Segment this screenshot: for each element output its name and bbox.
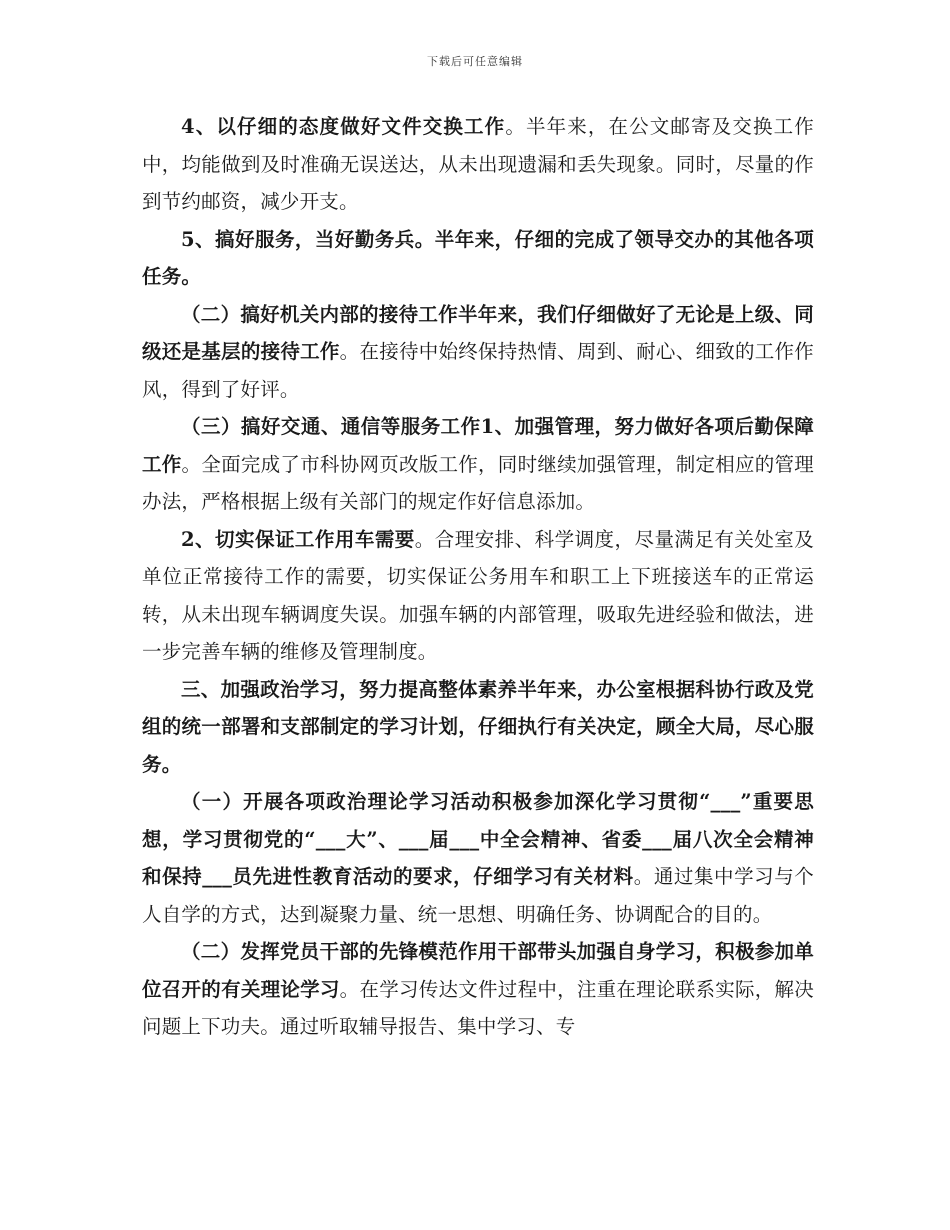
paragraph-text: 。在接待中始终保持热情、周到、耐心、细致的工作作风，得到了好评。 xyxy=(142,340,814,401)
paragraph-text: 。全面完成了市科协网页改版工作，同时继续加强管理，制定相应的管理办法，严格根据上级有关部门的规定作好信息添加。 xyxy=(142,452,815,513)
paragraph-heading: （三）搞好交通、通信等服务工作1、加强管理，努力做好各项后勤保障工作 xyxy=(142,415,814,476)
paragraph-theory-study xyxy=(142,783,814,933)
paragraph-reception xyxy=(142,296,814,409)
paragraph-vehicle-use xyxy=(142,521,814,671)
paragraph-text: 。半年来，在公文邮寄及交换工作中，均能做到及时准确无误送达，从未出现遗漏和丢失现象。同时，尽量的作到节约邮资，减少开支。 xyxy=(142,115,814,213)
paragraph-text: 。在学习传达文件过程中，注重在理论联系实际，解决问题上下功夫。通过听取辅导报告、集中学习、专 xyxy=(142,977,814,1038)
paragraph-file-exchange xyxy=(142,108,814,221)
paragraph-text: 。合理安排、科学调度，尽量满足有关处室及单位正常接待工作的需要，切实保证公务用车和职工上下班接送车的正常运转，从未出现车辆调度失误。加强车辆的内部管理，吸取先进经验和做法，进一步完善车辆的维修及管理制度。 xyxy=(142,527,814,663)
paragraph-heading: （一）开展各项政治理论学习活动积极参加深化学习贯彻“___”重要思想，学习贯彻党的“___大”、___届___中全会精神、省委___届八次全会精神和保持___员先进性教育活动的要求，仔细学习有关材料 xyxy=(142,790,814,888)
paragraph-heading: 2、切实保证工作用车需要 xyxy=(181,527,415,551)
paragraph-heading: 三、加强政治学习，努力提高整体素养半年来，办公室根据科协行政及党组的统一部署和支部制定的学习计划，仔细执行有关决定，顾全大局，尽心服务。 xyxy=(142,677,814,776)
paragraph-service xyxy=(142,221,814,296)
paragraph-transport-communication xyxy=(142,408,814,521)
document-body xyxy=(142,108,814,1046)
paragraph-heading: （二）发挥党员干部的先锋模范作用干部带头加强自身学习，积极参加单位召开的有关理论学习 xyxy=(142,940,814,1001)
paragraph-heading: 4、以仔细的态度做好文件交换工作 xyxy=(181,115,506,138)
page-header: 下载后可任意编辑 xyxy=(427,55,523,68)
paragraph-text: 。通过集中学习与个人自学的方式，达到凝聚力量、统一思想、明确任务、协调配合的目的。 xyxy=(142,865,814,926)
paragraph-heading: （二）搞好机关内部的接待工作半年来，我们仔细做好了无论是上级、同级还是基层的接待工作 xyxy=(142,302,814,363)
paragraph-political-study xyxy=(142,671,814,784)
paragraph-party-members xyxy=(142,933,814,1046)
paragraph-heading: 5、搞好服务，当好勤务兵。半年来，仔细的完成了领导交办的其他各项任务。 xyxy=(142,227,814,288)
